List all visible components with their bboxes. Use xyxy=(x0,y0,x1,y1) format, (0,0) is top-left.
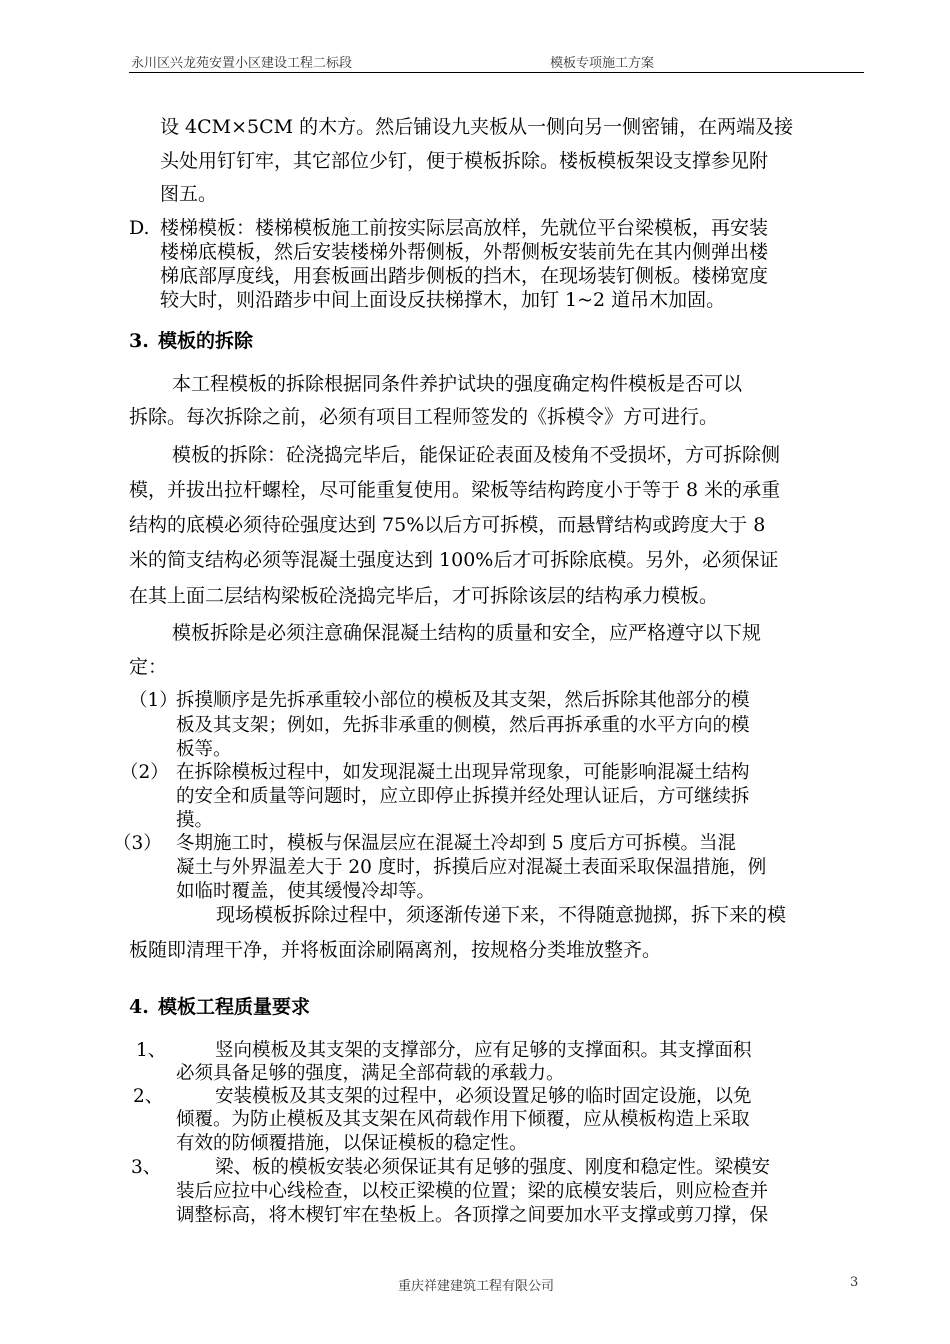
text-line: 拆摸顺序是先拆承重较小部位的模板及其支架，然后拆除其他部分的模 xyxy=(176,690,750,711)
text-line: 定： xyxy=(129,656,168,678)
text-line: 在拆除模板过程中，如发现混凝土出现异常现象，可能影响混凝土结构 xyxy=(176,762,750,783)
page-number: 3 xyxy=(850,1275,859,1290)
section-title: 模板的拆除 xyxy=(158,330,254,352)
header-document-title: 模板专项施工方案 xyxy=(550,56,655,71)
text-line: 现场模板拆除过程中，须逐渐传递下来，不得随意抛掷，拆下来的模 xyxy=(216,904,787,926)
text-line: 装后应拉中心线检查，以校正梁模的位置；梁的底模安装后，则应检查并 xyxy=(176,1181,769,1202)
text-line: 板等。 xyxy=(176,739,232,760)
list-label: （1） xyxy=(129,690,178,711)
text-line: 冬期施工时，模板与保温层应在混凝土冷却到 5 度后方可拆模。当混 xyxy=(176,833,737,854)
text-line: 摸。 xyxy=(176,810,214,831)
text-line: 结构的底模必须待砼强度达到 75%以后方可拆模，而悬臂结构或跨度大于 8 xyxy=(129,514,766,536)
list-label: 3、 xyxy=(131,1157,162,1178)
text-line: 安装模板及其支架的过程中，必须设置足够的临时固定设施，以免 xyxy=(215,1086,752,1107)
header-rule xyxy=(129,72,864,73)
section-number: 4. xyxy=(129,996,149,1018)
text-line: 模板的拆除：砼浇捣完毕后，能保证砼表面及棱角不受损坏，方可拆除侧 xyxy=(172,444,781,466)
text-line: 模，并拔出拉杆螺栓，尽可能重复使用。梁板等结构跨度小于等于 8 米的承重 xyxy=(129,479,781,501)
text-line: 头处用钉钉牢，其它部位少钉，便于模板拆除。楼板模板架设支撑参见附 xyxy=(160,150,769,172)
list-label: （2） xyxy=(120,762,169,783)
section-number: 3. xyxy=(129,330,149,352)
text-line: 梯底部厚度线，用套板画出踏步侧板的挡木，在现场装钉侧板。楼梯宽度 xyxy=(160,265,769,287)
text-line: 调整标高，将木楔钉牢在垫板上。各顶撑之间要加水平支撑或剪刀撑，保 xyxy=(176,1205,769,1226)
text-line: 必须具备足够的强度，满足全部荷载的承载力。 xyxy=(176,1063,565,1084)
text-line: 的安全和质量等问题时，应立即停止拆摸并经处理认证后，方可继续拆 xyxy=(176,786,750,807)
text-line: 设 4CM×5CM 的木方。然后铺设九夹板从一侧向另一侧密铺，在两端及接 xyxy=(160,116,794,138)
text-line: 梁、板的模板安装必须保证其有足够的强度、刚度和稳定性。梁模安 xyxy=(215,1157,771,1178)
text-line: 较大时，则沿踏步中间上面设反扶梯撑木，加钉 1~2 道吊木加固。 xyxy=(160,289,726,311)
text-line: 米的简支结构必须等混凝土强度达到 100%后才可拆除底模。另外，必须保证 xyxy=(129,549,779,571)
text-line: 板及其支架；例如，先拆非承重的侧模，然后再拆承重的水平方向的模 xyxy=(176,715,750,736)
list-label: 1、 xyxy=(136,1040,167,1061)
text-line: 本工程模板的拆除根据同条件养护试块的强度确定构件模板是否可以 xyxy=(172,373,743,395)
text-line: 竖向模板及其支架的支撑部分，应有足够的支撑面积。其支撑面积 xyxy=(215,1040,752,1061)
text-line: 在其上面二层结构梁板砼浇捣完毕后，才可拆除该层的结构承力模板。 xyxy=(129,585,719,607)
text-line: 拆除。每次拆除之前，必须有项目工程师签发的《拆模令》方可进行。 xyxy=(129,406,719,428)
text-line: 模板拆除是必须注意确保混凝土结构的质量和安全，应严格遵守以下规 xyxy=(172,622,762,644)
header-project-title: 永川区兴龙苑安置小区建设工程二标段 xyxy=(131,56,353,71)
text-line: 凝土与外界温差大于 20 度时，拆摸后应对混凝土表面采取保温措施，例 xyxy=(176,857,767,878)
footer-company: 重庆祥建建筑工程有限公司 xyxy=(398,1279,555,1294)
text-line: 楼梯底模板，然后安装楼梯外帮侧板，外帮侧板安装前先在其内侧弹出楼 xyxy=(160,241,769,263)
text-line: 有效的防倾覆措施，以保证模板的稳定性。 xyxy=(176,1133,528,1154)
list-label: 2、 xyxy=(133,1086,164,1107)
text-line: 图五。 xyxy=(160,183,218,205)
text-line: 板随即清理干净，并将板面涂刷隔离剂，按规格分类堆放整齐。 xyxy=(129,939,662,961)
text-line: 楼梯模板：楼梯模板施工前按实际层高放样，先就位平台梁模板，再安装 xyxy=(160,217,769,239)
list-label: （3） xyxy=(113,833,162,854)
text-line: 如临时覆盖，使其缓慢冷却等。 xyxy=(176,881,436,902)
list-label: D. xyxy=(129,217,150,239)
text-line: 倾覆。为防止模板及其支架在风荷载作用下倾覆，应从模板构造上采取 xyxy=(176,1109,750,1130)
section-title: 模板工程质量要求 xyxy=(158,996,311,1018)
